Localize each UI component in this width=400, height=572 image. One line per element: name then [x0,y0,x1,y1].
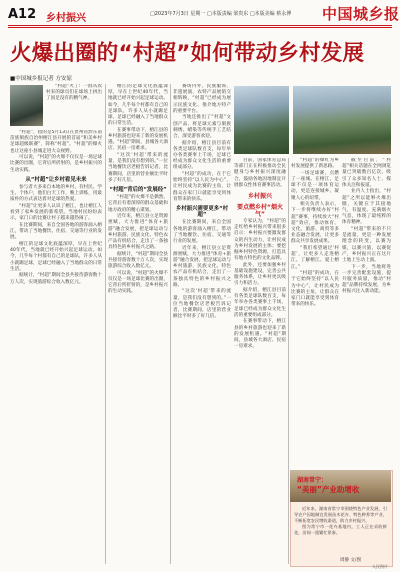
column-5 [291,158,339,466]
headline: 火爆出圈的“村超”如何带动乡村发展 [10,41,365,66]
paragraph: 据统计，“村超”期间全县共接待游客数十万人次，实现旅游综合收入数亿元。 [108,251,168,270]
section-heading-line2: 要点燃乡村“烟火气” [237,204,283,219]
photo-portrait [10,85,43,126]
paragraph: 在比赛期间，来自全国各地的游客涌入榕江，带动了当地餐饮、住宿、交通等行业的发展。 [173,220,231,245]
paragraph: 近年来，榕江县立足资源禀赋，大力推进“体育+旅游”融合发展，把足球运动与乡村旅游、民族文化、特色农产品有机结合，走出了一条独具特色的乡村振兴之路。 [108,214,168,251]
paragraph: “村超”，指的是5月13日在贵州省黔东南苗族侗族自治州榕江县开展的首届“和美乡村足球超级联赛”，简称“村超”。“村超”的爆火也让这座小县城走进大众视野。 [10,130,102,154]
column-4 [234,158,286,564]
paragraph: 截至目前，“村超”相关话题在全网浏览量已突破数百亿次，吸引了众多知名人士、媒体关注和报道。 [342,158,391,188]
newspaper-logo: 中国城乡报 [322,5,400,23]
paragraph: “村超”让更多人认识了榕江，也让榕江人看到了家乡发展的新希望。当地村民纷纷表示，家门口的比赛让村子越来越热闹了。 [10,204,102,222]
paragraph: “村超”的成功，在于它始终坚持“以人民为中心”，让村民成为比赛的主角，让群众在家门口就能享受到体育带来的快乐。 [291,271,339,308]
sidebar-author: 周静 文/图 [340,558,361,563]
header-rule-thin [8,27,392,28]
paragraph: 可以说，“村超”的火爆不仅仅是一场足球比赛的出圈，它背后所折射的，是乡村振兴的生动实践。 [108,270,168,295]
paragraph: “我们希望通过‘村超’，让更多人走进榕江、了解榕江、爱上榕江。” [291,246,339,270]
paragraph: 据介绍，榕江县目前有各类足球队数百支，每年举办各类赛事上千场，足球已经成为群众文化生活的重要组成部分。 [234,288,286,318]
paragraph: “村超”带来的不只是流量，更是一种发展理念的转变。以赛为媒，以赛兴旅，以赛促产，乡村振兴正在这片土地上生动上演。 [342,227,391,264]
paragraph: 近年来，榕江县立足资源禀赋，大力推进“体育+旅游”融合发展，把足球运动与乡村旅游、民族文化、特色农产品有机结合，走出了一条独具特色的乡村振兴之路。 [173,245,231,288]
photo-credit: 人民图片 [372,564,388,569]
column-6 [342,158,391,466]
paragraph: “村超”火了！一群从农村来的球员们在球场上拼出了国足没有的精气神。 [46,84,102,102]
paragraph: “这次‘村超’带来的流量，是我们没有想到的。”一位当地餐饮店老板告诉记者，比赛期间，店里的营业额比平时多了好几倍。 [108,153,168,183]
subheading: “村超”背后的“发展经” [109,187,167,194]
paragraph: 专家认为，“村超”的走红给乡村振兴带来很多启示：乡村振兴要激发群众的内生动力，让村民成为乡村发展的主体；要挖掘乡村特色资源，打造具有地方特色的文化品牌。 [234,219,286,262]
column-3 [173,84,231,564]
paragraph: 一场足球赛，点燃了一座城。在榕江，足球不仅是一项体育运动，更是连接城乡、凝聚人心的纽带。 [291,170,339,201]
paragraph: 业内人士指出，“村超”之所以能够火爆出圈，关键在于其接地气、有温度、充满烟火气息，体现了最纯粹的体育精神。 [342,189,391,226]
header-rule [8,25,392,26]
photo-match-crowd [234,86,289,154]
section-name: 乡村振兴 [46,13,86,24]
paragraph: 下一步，当地将进一步完善配套设施，提升服务质量，推动“村超”品牌持续发展，为乡村振兴注入新动能。 [342,264,391,295]
section-heading: 乡村振兴 [247,193,272,201]
paragraph: 榕江的足球文化底蕴深厚，早在上世纪40年代，当地就已经开始兴起足球运动。如今，几乎每个村都有自己的足球队，许多人从小就踢足球，足球已经融入了当地群众的日常生活。 [10,242,102,272]
paragraph: 榕江的足球文化底蕴深厚，早在上世纪40年代，当地就已经开始兴起足球运动。如今，几乎每个村都有自己的足球队，许多人从小就踢足球，足球已经融入了当地群众的日常生活。 [108,84,168,127]
page-number: A12 [8,7,37,22]
issue-date: □2023年7月3日 星期一 □本版责编 梁贵东 □本版美编 蔡永博 [150,11,292,17]
sidebar-text [294,506,387,536]
column-1-body [10,130,102,565]
paragraph: 在比赛期间，来自全国各地的游客涌入榕江，带动了当地餐饮、住宿、交通等行业的发展。 [10,223,102,241]
paragraph: 在赛事带动下，榕江县的乡村旅游也迎来了新的发展机遇。“村超”期间，县城各大酒店、民宿一房难求。 [108,127,168,152]
paragraph: “村超”的成功，在于它始终坚持“以人民为中心”，让村民成为比赛的主角，让群众在家门口就能享受到体育带来的快乐。 [173,172,231,202]
paragraph: 此外，还要加强乡村基础设施建设，完善公共服务体系，让乡村更具吸引力和活力。 [234,262,286,287]
column-2 [108,84,168,564]
sidebar-title: “美丽”产业助增收 [297,485,360,494]
paragraph: 近年来，湖南省常宁市围绕特色产业发展，引导农户因地制宜发展苗木花卉、特色种养等产业，不断拓宽农民增收渠道，助力乡村振兴。 [294,506,387,523]
column-divider [288,158,289,564]
byline: ■中国城乡报记者 方安原 [10,76,72,82]
paragraph: 据统计，“村超”期间全县共接待游客数十万人次，实现旅游综合收入数亿元。 [10,273,102,285]
paragraph: 赛场内外，民族服饰、非遗展演、农特产品展销交相辉映，“村超”已经成为展示民族文化、推介地方特产的重要平台。 [173,84,231,114]
column-divider [170,84,171,564]
paragraph: “村超”的爆红为乡村发展提供了新思路。 [291,158,339,170]
paragraph: 相关负责人表示，下一步将继续办好“村超”赛事，持续放大“村超”效应，推动体育、文化、旅游、商贸等多业态融合发展，让更多群众共享发展成果。 [291,202,339,245]
paragraph: 图为常宁市一花卉基地内，工人正在采收鲜花，田间一派繁忙景象。 [294,524,387,535]
paragraph: “村超”的火爆不是偶然，它背后有着深厚的群众基础和地方政府的精心谋划。 [108,195,168,213]
paragraph: 在赛事带动下，榕江县的乡村旅游也迎来了新的发展机遇。“村超”期间，县城各大酒店、民宿一房难求。 [234,319,286,350]
paragraph: 据介绍，榕江县目前有各类足球队数百支，每年举办各类赛事上千场，足球已经成为群众文化生活的重要组成部分。 [173,140,231,171]
sidebar-location: 湖南常宁： [297,477,328,484]
column-divider [105,84,106,564]
subheading: 从“村超”让乡村看见未来 [25,176,87,183]
paragraph: 可以说，“村超”的火爆不仅仅是一场足球比赛的出圈，它背后所折射的，是乡村振兴的生动实践。 [10,155,102,173]
paragraph: 参与者大多来自本地的乡村，有村民、学生、个体户，他们白天工作，晚上训练，用最质朴的方式表达着对足球的热爱。 [10,185,102,203]
paragraph: “这次‘村超’带来的流量，是我们没有想到的。”一位当地餐饮店老板告诉记者，比赛期间，店里的营业额比平时多了好几倍。 [173,289,231,320]
paragraph: 目前，国家体育总局等部门正在积极推动全民健身与乡村振兴深度融合，鼓励各地因地制宜开展群众性体育赛事活动。 [234,158,286,188]
paragraph: 当地还推出了“村超”文创产品，将足球元素与侗族刺绣、蜡染等传统手工艺结合，深受游客欢迎。 [173,115,231,140]
subheading: 乡村振兴需要更多“村超” [175,206,229,219]
photo-stadium [293,86,391,154]
